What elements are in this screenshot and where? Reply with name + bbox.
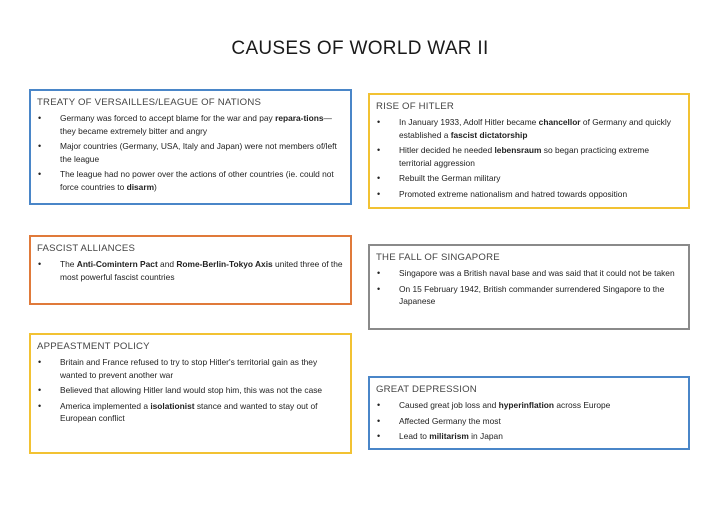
list-item: • Rebuilt the German military bbox=[376, 172, 682, 185]
list-item: • On 15 February 1942, British commander surrendered Singapore to the Japanese bbox=[376, 283, 682, 308]
fascist-list bbox=[37, 258, 344, 283]
list-item: • Singapore was a British naval base and was said that it could not be taken bbox=[376, 267, 682, 280]
versailles-list bbox=[37, 112, 344, 194]
appeasement-box bbox=[29, 333, 352, 454]
hitler-box bbox=[368, 93, 690, 209]
fascist-box bbox=[29, 235, 352, 305]
list-item: • Germany was forced to accept blame for the war and pay repara-tions—they became extremely bitter and angry bbox=[37, 112, 344, 137]
appeasement-list bbox=[37, 356, 344, 425]
list-item: • The league had no power over the actions of other countries (ie. could not force countries to disarm) bbox=[37, 168, 344, 193]
appeasement-heading: APPEASTMENT POLICY bbox=[37, 341, 150, 352]
singapore-box bbox=[368, 244, 690, 330]
list-item: • Promoted extreme nationalism and hatred towards opposition bbox=[376, 188, 682, 201]
hitler-heading: RISE OF HITLER bbox=[376, 101, 454, 112]
singapore-heading: THE FALL OF SINGAPORE bbox=[376, 252, 500, 263]
depression-list bbox=[376, 399, 682, 443]
page-title: CAUSES OF WORLD WAR II bbox=[231, 38, 489, 59]
list-item: • America implemented a isolationist stance and wanted to stay out of European conflict bbox=[37, 400, 344, 425]
list-item: • Major countries (Germany, USA, Italy and Japan) were not members of/left the league bbox=[37, 140, 344, 165]
list-item: • Affected Germany the most bbox=[376, 415, 682, 428]
list-item: • The Anti-Comintern Pact and Rome-Berlin-Tokyo Axis united three of the most powerful fascist countries bbox=[37, 258, 344, 283]
depression-box bbox=[368, 376, 690, 450]
fascist-heading: FASCIST ALLIANCES bbox=[37, 243, 136, 254]
versailles-heading: TREATY OF VERSAILLES/LEAGUE OF NATIONS bbox=[37, 97, 262, 108]
depression-heading: GREAT DEPRESSION bbox=[376, 384, 477, 395]
list-item: • In January 1933, Adolf Hitler became chancellor of Germany and quickly established a fascist dictatorship bbox=[376, 116, 682, 141]
list-item: • Britain and France refused to try to stop Hitler's territorial gain as they wanted to prevent another war bbox=[37, 356, 344, 381]
list-item: • Lead to militarism in Japan bbox=[376, 430, 682, 443]
list-item: • Believed that allowing Hitler land would stop him, this was not the case bbox=[37, 384, 344, 397]
list-item: • Caused great job loss and hyperinflation across Europe bbox=[376, 399, 682, 412]
singapore-list bbox=[376, 267, 682, 308]
hitler-list bbox=[376, 116, 682, 201]
list-item: • Hitler decided he needed lebensraum so began practicing extreme territorial aggression bbox=[376, 144, 682, 169]
versailles-box bbox=[29, 89, 352, 205]
